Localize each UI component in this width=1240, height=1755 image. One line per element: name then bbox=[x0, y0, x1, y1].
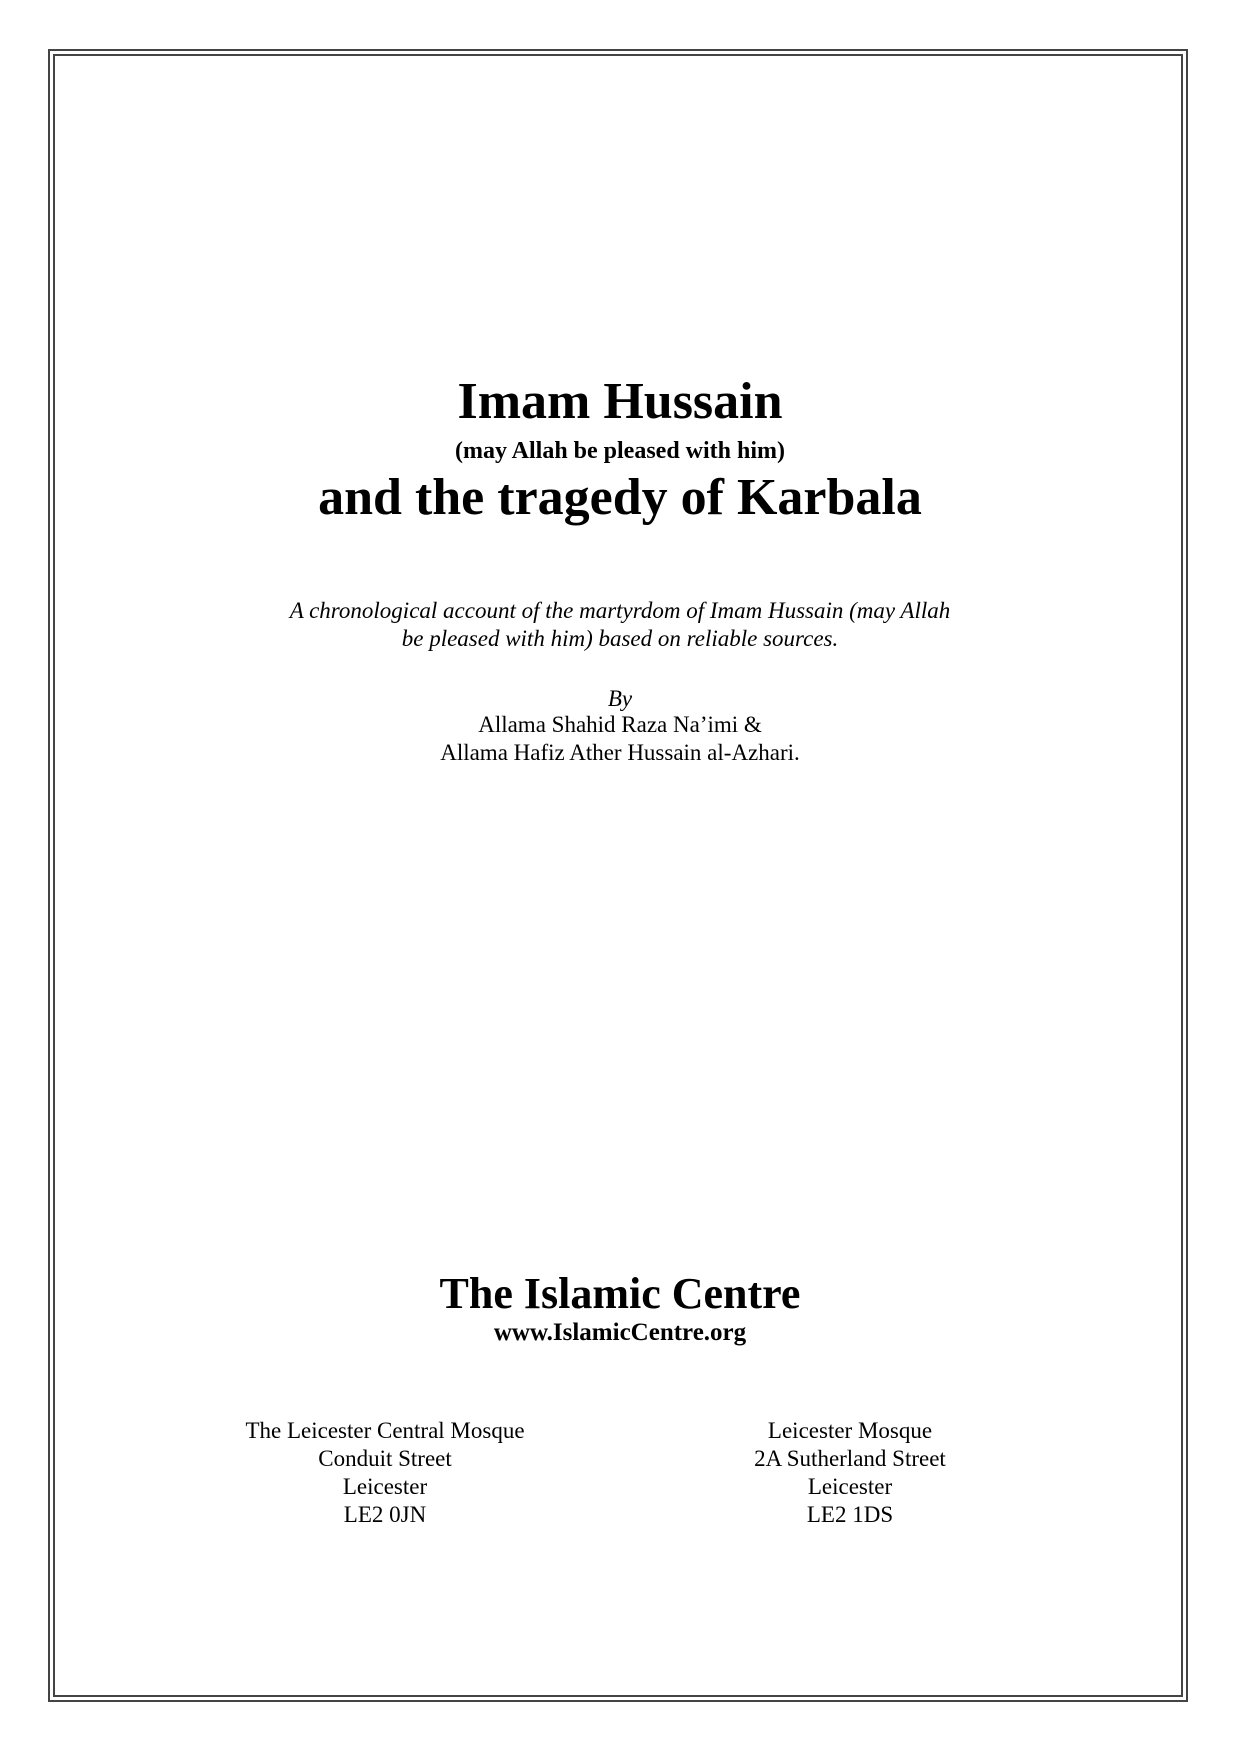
organization-name: The Islamic Centre bbox=[439, 1269, 801, 1318]
address-central-mosque bbox=[185, 1417, 585, 1529]
author-2: Allama Hafiz Ather Hussain al-Azhari. bbox=[440, 740, 800, 765]
description bbox=[0, 597, 1240, 653]
address-postcode: LE2 1DS bbox=[806, 1502, 894, 1527]
authors bbox=[0, 711, 1240, 767]
description-line-2: be pleased with him) based on reliable sources. bbox=[401, 626, 839, 651]
address-leicester-mosque bbox=[650, 1417, 1050, 1529]
byline-label: By bbox=[607, 686, 633, 711]
document-title: Imam Hussain bbox=[457, 373, 783, 430]
document-subtitle: and the tragedy of Karbala bbox=[318, 469, 922, 526]
address-line: The Leicester Central Mosque bbox=[245, 1418, 525, 1443]
address-line: Leicester bbox=[342, 1474, 428, 1499]
title-honorific: (may Allah be pleased with him) bbox=[454, 438, 786, 464]
address-line: Leicester bbox=[807, 1474, 893, 1499]
organization-website: www.IslamicCentre.org bbox=[493, 1319, 747, 1346]
address-line: 2A Sutherland Street bbox=[754, 1446, 946, 1471]
address-line: Leicester Mosque bbox=[767, 1418, 933, 1443]
address-postcode: LE2 0JN bbox=[343, 1502, 427, 1527]
address-line: Conduit Street bbox=[318, 1446, 452, 1471]
description-line-1: A chronological account of the martyrdom of Imam Hussain (may Allah bbox=[289, 598, 951, 623]
author-1: Allama Shahid Raza Na’imi & bbox=[478, 712, 762, 737]
